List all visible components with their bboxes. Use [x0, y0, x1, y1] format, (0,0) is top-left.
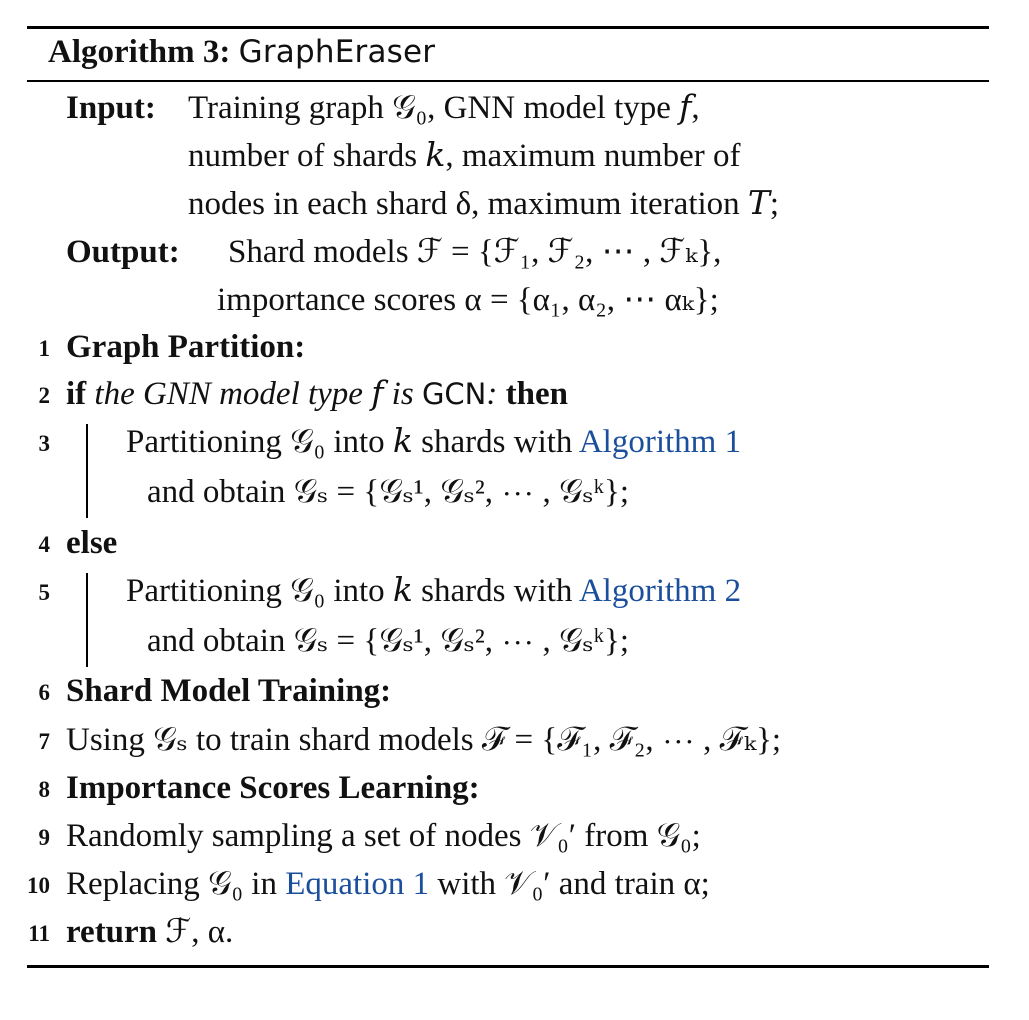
line-number-5: 5: [38, 580, 50, 605]
input-line-3: nodes in each shard δ, maximum iteration 𝑇;: [188, 186, 780, 222]
keyword-else: else: [66, 525, 118, 561]
line-number-9: 9: [38, 825, 50, 850]
line-number-3: 3: [38, 431, 50, 456]
replace-tail: with 𝒱₀′ and train α;: [437, 866, 710, 902]
input-line-2: number of shards 𝑘, maximum number of: [188, 138, 741, 174]
line-number-4: 4: [38, 532, 50, 557]
if-condition: the GNN model type 𝑓 is: [94, 376, 414, 412]
partition-text-1: Partitioning 𝒢₀ into 𝑘 shards with: [126, 424, 573, 460]
step-importance-scores: Importance Scores Learning:: [66, 770, 480, 806]
algorithm-2-link[interactable]: Algorithm 2: [578, 573, 742, 609]
step-obtain-2: and obtain 𝒢ₛ = {𝒢ₛ¹, 𝒢ₛ², ⋯ , 𝒢ₛᵏ};: [147, 623, 629, 659]
step-return: [66, 912, 233, 952]
else-block-bar: [86, 573, 88, 667]
input-label: Input:: [66, 90, 156, 126]
bottom-rule: [27, 965, 989, 968]
line-number-10: 10: [27, 873, 50, 898]
line-number-1: 1: [38, 336, 50, 361]
return-values: ℱ, α.: [165, 914, 234, 950]
line-number-2: 2: [38, 383, 50, 408]
algorithm-label: Algorithm 3:: [48, 34, 231, 70]
keyword-return: return: [66, 914, 158, 950]
gcn-label: GCN: [421, 377, 487, 411]
replace-text: Replacing 𝒢₀ in: [66, 866, 277, 902]
if-block-bar: [86, 424, 88, 518]
keyword-then: then: [505, 376, 568, 412]
step-partition-alg2: [126, 571, 741, 611]
output-line-1: Shard models ℱ = {ℱ₁, ℱ₂, ⋯ , ℱₖ},: [228, 234, 722, 270]
step-graph-partition: Graph Partition:: [66, 329, 306, 365]
algorithm-title: [48, 32, 435, 72]
output-line-2: importance scores α = {α₁, α₂, ⋯ αₖ};: [217, 282, 719, 318]
step-train-shards: Using 𝒢ₛ to train shard models ℱ = {ℱ₁, ℱ₂, ⋯ , ℱₖ};: [66, 722, 782, 758]
equation-1-link[interactable]: Equation 1: [285, 866, 430, 902]
line-number-11: 11: [28, 921, 50, 946]
keyword-if: if: [66, 376, 87, 412]
if-colon: :: [486, 376, 498, 412]
line-number-8: 8: [38, 777, 50, 802]
step-shard-model-training: Shard Model Training:: [66, 673, 392, 709]
input-line-1: Training graph 𝒢₀, GNN model type 𝑓,: [188, 90, 700, 126]
partition-text-2: Partitioning 𝒢₀ into 𝑘 shards with: [126, 573, 573, 609]
output-label: Output:: [66, 234, 180, 270]
step-replace: [66, 864, 710, 904]
algorithm-name: GraphEraser: [238, 34, 436, 70]
step-sample-nodes: Randomly sampling a set of nodes 𝒱₀′ from 𝒢₀;: [66, 818, 701, 854]
line-number-6: 6: [38, 680, 50, 705]
algorithm-1-link[interactable]: Algorithm 1: [578, 424, 742, 460]
line-number-7: 7: [38, 729, 50, 754]
step-if: [66, 374, 568, 414]
step-partition-alg1: [126, 422, 741, 462]
top-rule: [27, 26, 989, 29]
step-obtain-1: and obtain 𝒢ₛ = {𝒢ₛ¹, 𝒢ₛ², ⋯ , 𝒢ₛᵏ};: [147, 474, 629, 510]
header-rule: [27, 80, 989, 82]
